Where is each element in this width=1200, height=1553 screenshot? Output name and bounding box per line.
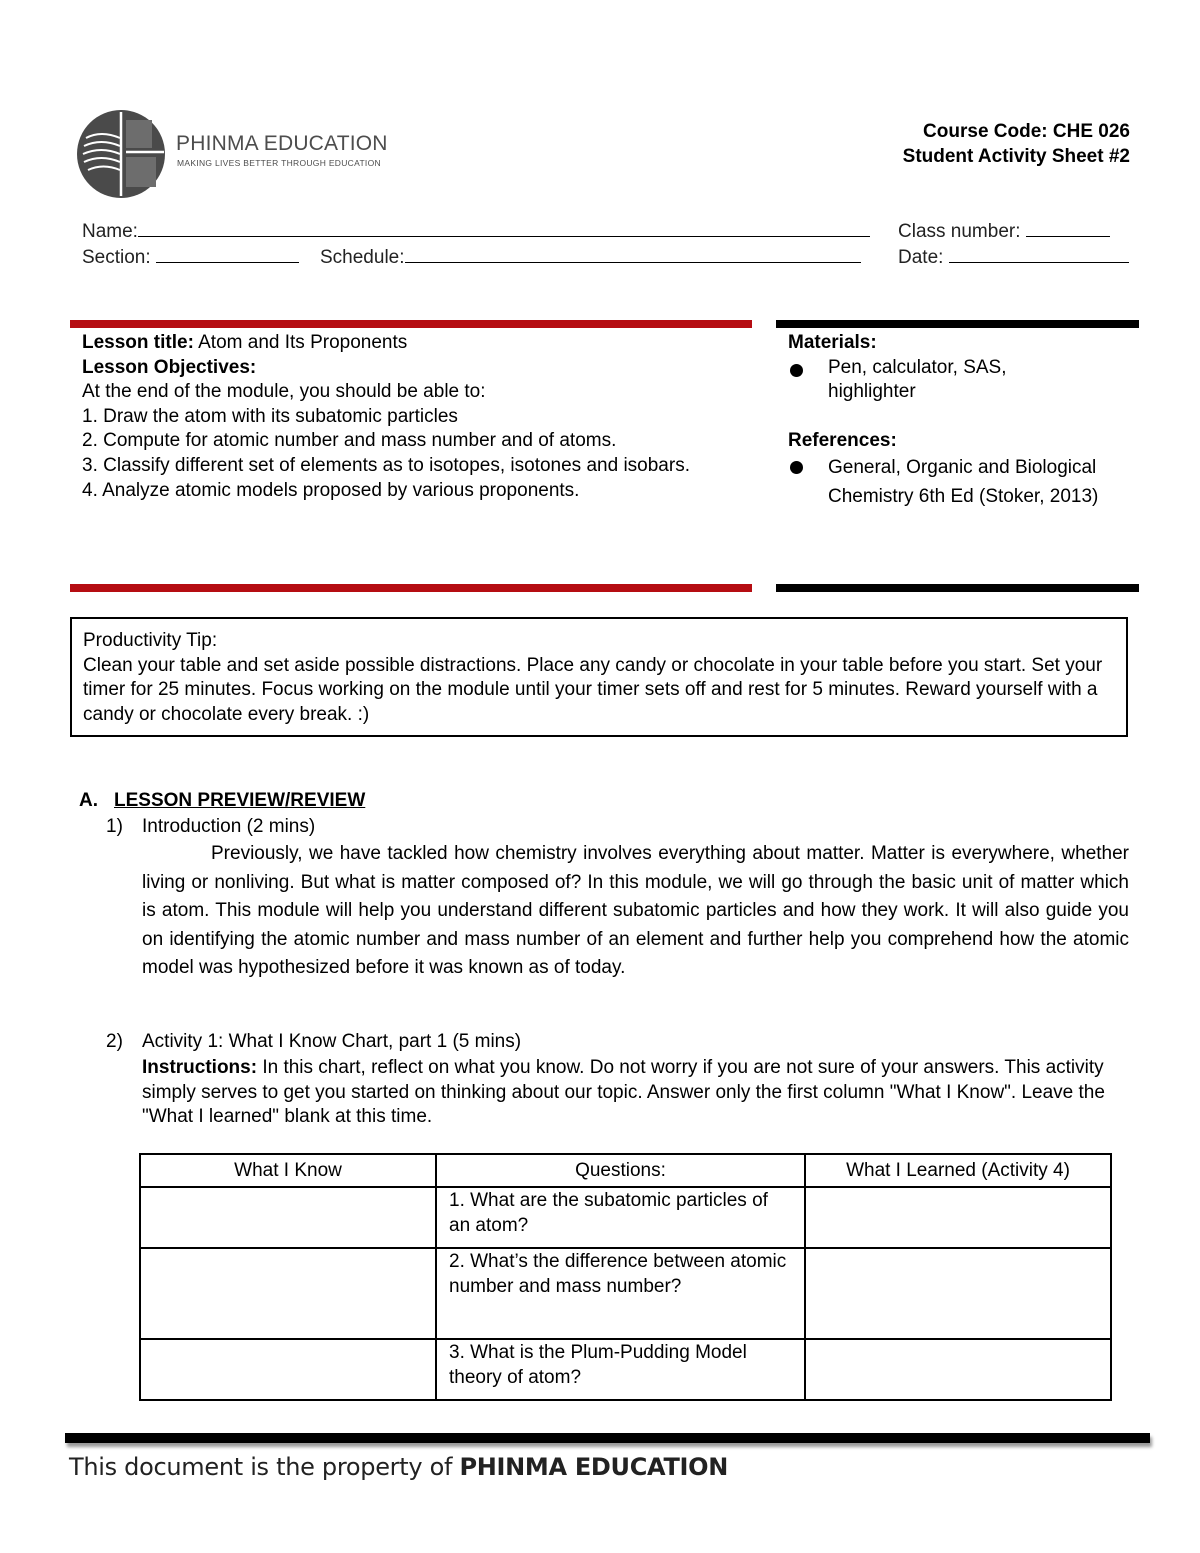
footer-bar [65, 1433, 1150, 1443]
footer-owner: PHINMA EDUCATION [459, 1453, 729, 1481]
footer-prefix: This document is the property of [69, 1453, 460, 1481]
item-number: 1) [106, 816, 123, 837]
date-label: Date: [898, 247, 944, 268]
logo-wordmark: PHINMA EDUCATION [176, 132, 388, 155]
objective-item: 3. Classify different set of elements as to isotopes, isotones and isobars. [82, 454, 690, 476]
class-number-label: Class number: [898, 221, 1021, 242]
materials-label: Materials: [788, 332, 877, 353]
class-number-field[interactable] [1026, 220, 1110, 237]
item-number: 2) [106, 1031, 123, 1052]
instructions-label: Instructions: [142, 1057, 258, 1078]
table-row [140, 1248, 1111, 1339]
logo-tagline: MAKING LIVES BETTER THROUGH EDUCATION [177, 158, 381, 168]
objective-item: 2. Compute for atomic number and mass number and of atoms. [82, 430, 617, 452]
materials-block [788, 331, 1138, 511]
table-row [140, 1339, 1111, 1400]
question-cell: 1. What are the subatomic particles of an atom? [436, 1187, 805, 1248]
objectives-intro: At the end of the module, you should be able to: [82, 381, 486, 403]
lesson-title [82, 331, 741, 356]
name-label: Name: [82, 221, 138, 242]
intro-paragraph: Previously, we have tackled how chemistry involves everything about matter. Matter is everywhere, whether living or nonliving. But what is matter composed of? In this module, we will go through the basic unit of matter which is atom. This module will help you understand different subatomic particles and how they work. It will also guide you on identifying the atomic number and mass number of an element and further help you comprehend how the atomic model was hypothesized before it was known as of today. [142, 843, 1129, 978]
footer-text [69, 1453, 728, 1481]
item-title: Introduction (2 mins) [142, 816, 316, 837]
bullet-icon [790, 364, 803, 377]
table-header-row [140, 1154, 1111, 1187]
tip-body: Clean your table and set aside possible distractions. Place any candy or chocolate in your table before you start. Set your timer for 25 minutes. Focus working on the module until your timer sets off and rest for 5 minutes. Reward yourself with a candy or chocolate every break. :) [83, 654, 1103, 725]
materials-top-bar [776, 320, 1139, 328]
section-row [82, 246, 299, 269]
lesson-bottom-bar [70, 584, 752, 592]
what-i-know-cell[interactable] [140, 1339, 436, 1400]
what-i-know-chart [139, 1153, 1112, 1401]
class-number-row [898, 220, 1110, 243]
question-cell: 2. What’s the difference between atomic number and mass number? [436, 1248, 805, 1339]
column-header: What I Know [140, 1154, 436, 1187]
column-header: What I Learned (Activity 4) [805, 1154, 1111, 1187]
objectives-label: Lesson Objectives: [82, 356, 257, 378]
references-label: References: [788, 429, 897, 451]
objective-item: 4. Analyze atomic models proposed by various proponents. [82, 479, 580, 501]
sheet-title: Student Activity Sheet #2 [902, 146, 1130, 167]
objective-item: 1. Draw the atom with its subatomic particles [82, 405, 458, 427]
section-letter: A. [79, 790, 98, 811]
item-title: Activity 1: What I Know Chart, part 1 (5 mins) [142, 1031, 522, 1052]
schedule-label: Schedule: [320, 247, 405, 268]
name-row [82, 220, 870, 243]
schedule-row [320, 246, 861, 269]
table-row [140, 1187, 1111, 1248]
column-header: Questions: [436, 1154, 805, 1187]
section-field[interactable] [156, 246, 299, 263]
bullet-icon [790, 461, 803, 474]
what-i-learned-cell[interactable] [805, 1248, 1111, 1339]
tip-title: Productivity Tip: [83, 630, 218, 651]
date-field[interactable] [949, 246, 1129, 263]
instructions-text: In this chart, reflect on what you know. Do not worry if you are not sure of your answers. This activity simply serves to get you started on thinking about our topic. Answer only the first column "What I Know". Leave the "What I learned" blank at this time. [142, 1057, 1105, 1128]
lesson-top-bar [70, 320, 752, 328]
lesson-title-value: Atom and Its Proponents [193, 332, 408, 353]
materials-bottom-bar [776, 584, 1139, 592]
what-i-learned-cell[interactable] [805, 1339, 1111, 1400]
lesson-block [82, 331, 741, 503]
section-a-heading [79, 790, 365, 812]
section-title: LESSON PREVIEW/REVIEW [114, 790, 366, 811]
lesson-title-label: Lesson title: [82, 332, 194, 353]
what-i-know-cell[interactable] [140, 1187, 436, 1248]
course-code: Course Code: CHE 026 [923, 121, 1130, 142]
what-i-know-cell[interactable] [140, 1248, 436, 1339]
references-item: General, Organic and Biological Chemistry 6th Ed (Stoker, 2013) [788, 453, 1108, 511]
what-i-learned-cell[interactable] [805, 1187, 1111, 1248]
instructions [142, 1056, 1132, 1130]
schedule-field[interactable] [405, 246, 861, 263]
name-field[interactable] [138, 220, 870, 237]
question-cell: 3. What is the Plum-Pudding Model theory of atom? [436, 1339, 805, 1400]
productivity-tip-box [70, 617, 1128, 737]
section-label: Section: [82, 247, 151, 268]
date-row [898, 246, 1129, 269]
materials-item: Pen, calculator, SAS, highlighter [788, 356, 1038, 405]
